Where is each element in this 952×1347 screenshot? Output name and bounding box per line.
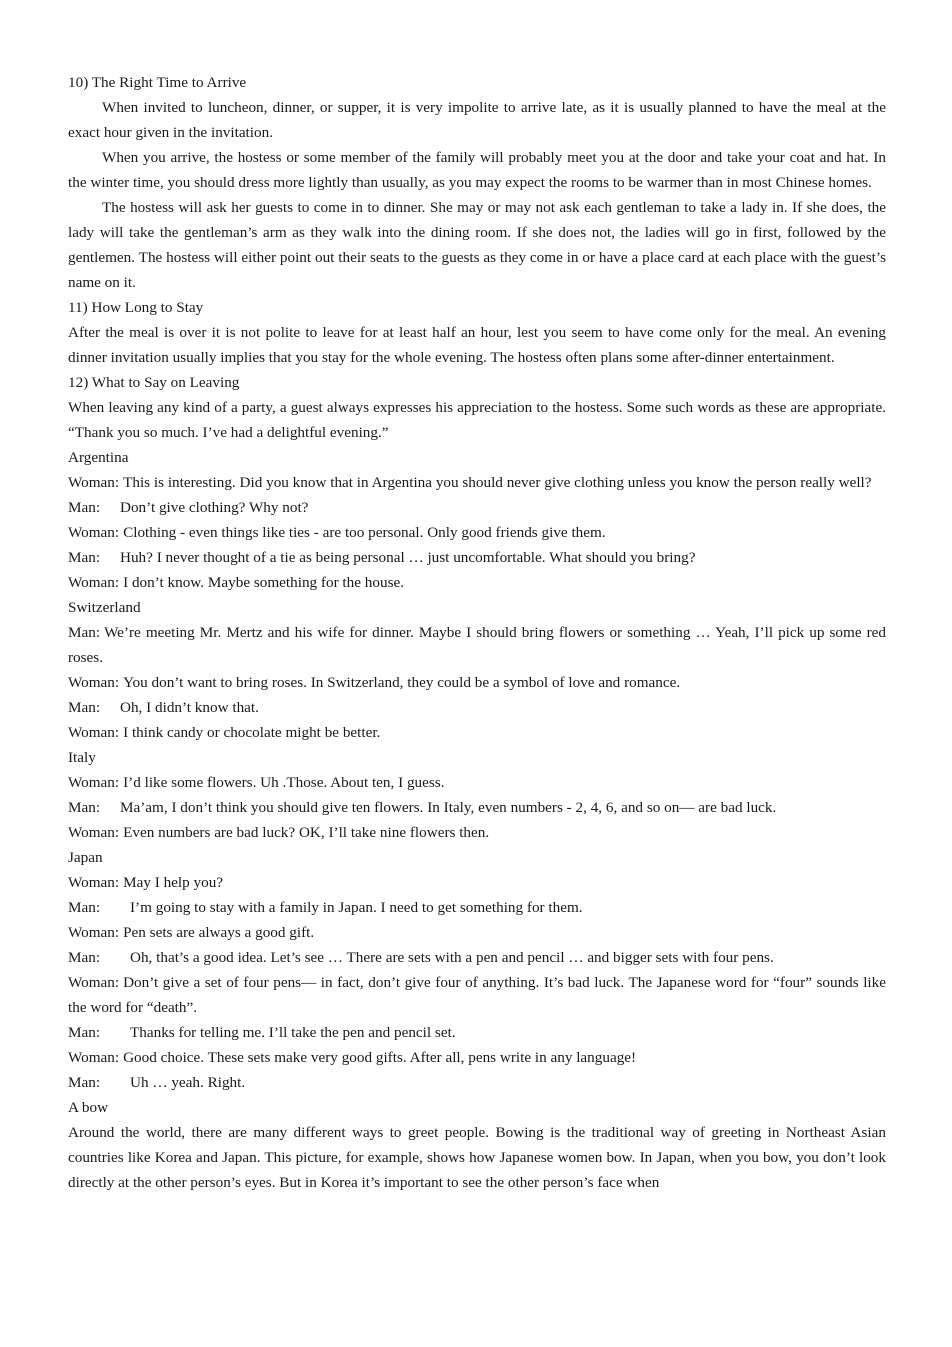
dialogue-line <box>68 820 886 845</box>
speaker-label: Woman: <box>68 774 120 791</box>
dialogue-text: You don’t want to bring roses. In Switzerland, they could be a symbol of love and romance. <box>123 674 681 691</box>
dialogue-text: Uh … yeah. Right. <box>130 1074 246 1091</box>
section-heading: 10) The Right Time to Arrive <box>68 74 247 91</box>
dialogue-text: May I help you? <box>123 874 224 891</box>
dialogue-line <box>68 895 886 920</box>
speaker-label: Woman: <box>68 574 120 591</box>
dialogue-text: Thanks for telling me. I’ll take the pen and pencil set. <box>130 1024 456 1041</box>
speaker-label: Woman: <box>68 474 120 491</box>
dialogue-line <box>68 945 886 970</box>
paragraph: The hostess will ask her guests to come in to dinner. She may or may not ask each gentleman to take a lady in. If she does, the lady will take the gentleman’s arm as they walk into the dining room. If she does not, the ladies will go in first, followed by the gentlemen. The hostess will either point out their seats to the guests as they come in or have a place card at each place with the guest’s name on it. <box>68 199 886 291</box>
speaker-label: Man: <box>68 799 101 816</box>
speaker-label: Man: <box>68 699 101 716</box>
dialogue-line <box>68 695 886 720</box>
dialogue-line <box>68 920 886 945</box>
speaker-label: Woman: <box>68 924 120 941</box>
speaker-label: Man: <box>68 899 101 916</box>
section-a-bow <box>68 1095 886 1195</box>
speaker-label: Man: <box>68 624 101 641</box>
dialogue-line <box>68 545 886 570</box>
speaker-label: Woman: <box>68 524 120 541</box>
dialogue-text: I’m going to stay with a family in Japan. I need to get something for them. <box>130 899 583 916</box>
speaker-label: Woman: <box>68 974 120 991</box>
dialogue-country: Italy <box>68 749 96 766</box>
section-right-time-to-arrive <box>68 70 886 295</box>
dialogue-line <box>68 720 886 745</box>
dialogue-text: Ma’am, I don’t think you should give ten flowers. In Italy, even numbers - 2, 4, 6, and so on— are bad luck. <box>120 799 777 816</box>
section-heading: 11) How Long to Stay <box>68 299 204 316</box>
dialogue-text: This is interesting. Did you know that in Argentina you should never give clothing unless you know the person really well? <box>123 474 872 491</box>
dialogue-text: Oh, I didn’t know that. <box>120 699 259 716</box>
section-what-to-say-on-leaving <box>68 370 886 445</box>
dialogue-italy <box>68 745 886 845</box>
dialogue-line <box>68 970 886 1020</box>
dialogue-text: Don’t give clothing? Why not? <box>120 499 309 516</box>
dialogue-text: We’re meeting Mr. Mertz and his wife for dinner. Maybe I should bring flowers or something … Yeah, I’ll pick up some red roses. <box>68 624 886 666</box>
dialogue-text: Clothing - even things like ties - are too personal. Only good friends give them. <box>123 524 606 541</box>
paragraph: When invited to luncheon, dinner, or supper, it is very impolite to arrive late, as it is usually planned to have the meal at the exact hour given in the invitation. <box>68 99 886 141</box>
dialogue-country: Switzerland <box>68 599 141 616</box>
dialogue-text: Even numbers are bad luck? OK, I’ll take nine flowers then. <box>123 824 490 841</box>
dialogue-text: Huh? I never thought of a tie as being personal … just uncomfortable. What should you bring? <box>120 549 696 566</box>
dialogue-text: Good choice. These sets make very good gifts. After all, pens write in any language! <box>123 1049 637 1066</box>
speaker-label: Man: <box>68 499 101 516</box>
speaker-label: Woman: <box>68 874 120 891</box>
document-page <box>68 70 886 1195</box>
speaker-label: Man: <box>68 1074 101 1091</box>
paragraph: After the meal is over it is not polite to leave for at least half an hour, lest you seem to have come only for the meal. An evening dinner invitation usually implies that you stay for the whole evening. The hostess often plans some after-dinner entertainment. <box>68 324 886 366</box>
dialogue-line <box>68 870 886 895</box>
dialogue-text: I think candy or chocolate might be better. <box>123 724 381 741</box>
dialogue-country: Argentina <box>68 449 129 466</box>
dialogue-line <box>68 495 886 520</box>
dialogue-text: I’d like some flowers. Uh .Those. About ten, I guess. <box>123 774 445 791</box>
speaker-label: Woman: <box>68 724 120 741</box>
dialogue-text: Oh, that’s a good idea. Let’s see … There are sets with a pen and pencil … and bigger sets with four pens. <box>130 949 774 966</box>
dialogue-text: Pen sets are always a good gift. <box>123 924 315 941</box>
dialogue-line <box>68 470 886 495</box>
section-heading: A bow <box>68 1099 109 1116</box>
dialogue-line <box>68 520 886 545</box>
dialogue-japan <box>68 845 886 1095</box>
dialogue-line <box>68 770 886 795</box>
speaker-label: Woman: <box>68 824 120 841</box>
dialogue-line <box>68 620 886 670</box>
dialogue-line <box>68 1020 886 1045</box>
dialogue-line <box>68 570 886 595</box>
paragraph: Around the world, there are many different ways to greet people. Bowing is the traditional way of greeting in Northeast Asian countries like Korea and Japan. This picture, for example, shows how Japanese women bow. In Japan, when you bow, you don’t look directly at the other person’s eyes. But in Korea it’s important to see the other person’s face when <box>68 1124 886 1191</box>
dialogue-country: Japan <box>68 849 103 866</box>
section-how-long-to-stay <box>68 295 886 370</box>
dialogue-line <box>68 795 886 820</box>
dialogue-text: I don’t know. Maybe something for the house. <box>123 574 405 591</box>
paragraph: When you arrive, the hostess or some member of the family will probably meet you at the door and take your coat and hat. In the winter time, you should dress more lightly than usually, as you may expect the rooms to be warmer than in most Chinese homes. <box>68 149 886 191</box>
dialogue-line <box>68 670 886 695</box>
speaker-label: Man: <box>68 949 101 966</box>
dialogue-text: Don’t give a set of four pens— in fact, don’t give four of anything. It’s bad luck. The Japanese word for “four” sounds like the word for “death”. <box>68 974 886 1016</box>
dialogue-switzerland <box>68 595 886 745</box>
paragraph: When leaving any kind of a party, a guest always expresses his appreciation to the hostess. Some such words as these are appropriate. “Thank you so much. I’ve had a delightful evening.” <box>68 399 886 441</box>
speaker-label: Woman: <box>68 1049 120 1066</box>
dialogue-argentina <box>68 445 886 595</box>
speaker-label: Man: <box>68 1024 101 1041</box>
section-heading: 12) What to Say on Leaving <box>68 374 240 391</box>
dialogue-line <box>68 1070 886 1095</box>
speaker-label: Woman: <box>68 674 120 691</box>
speaker-label: Man: <box>68 549 101 566</box>
dialogue-line <box>68 1045 886 1070</box>
